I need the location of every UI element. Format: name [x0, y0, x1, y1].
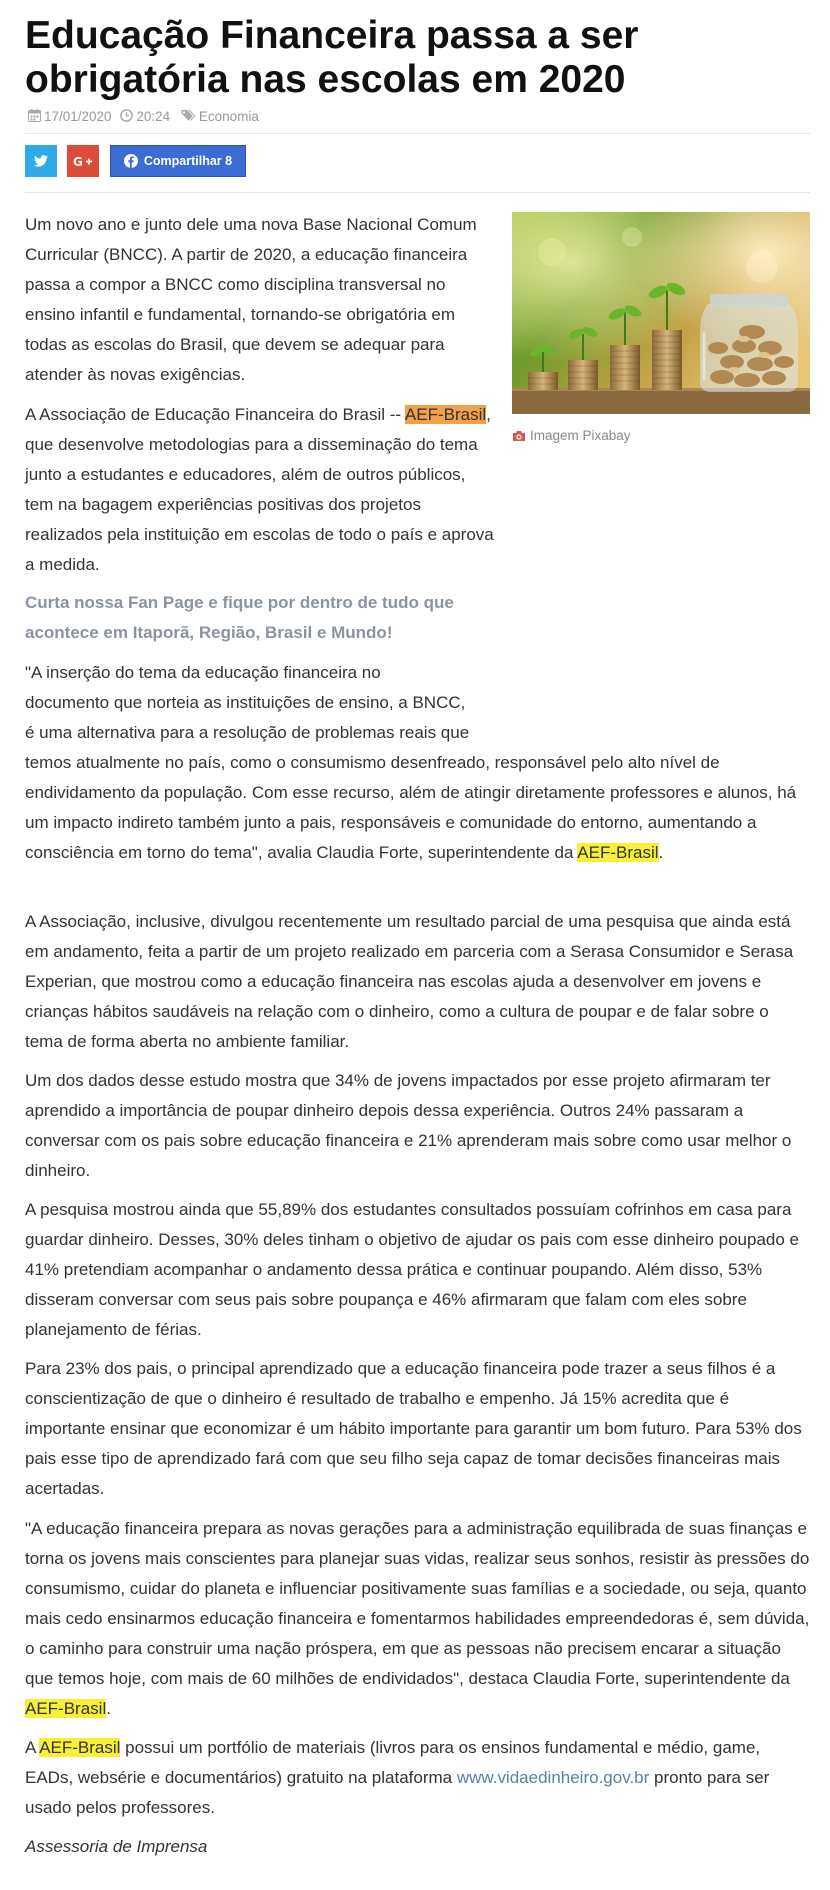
fanpage-callout[interactable]: Curta nossa Fan Page e fique por dentro de tudo que acontece em Itaporã, Região, Brasil e Mundo!	[25, 593, 454, 642]
article-meta	[28, 108, 259, 124]
article-signature: Assessoria de Imprensa	[25, 1837, 208, 1856]
divider	[25, 192, 810, 193]
paragraph-aef: A Associação de Educação Financeira do Brasil -- AEF-Brasil, que desenvolve metodologias para a disseminação do tema junto a estudantes e educadores, além de outros públicos, tem na bagagem experiências positivas dos projetos realizados pela instituição em escolas de todo o país e aprova a medida.	[25, 405, 494, 574]
vidaedinheiro-link[interactable]: www.vidaedinheiro.gov.br	[456, 1768, 650, 1787]
article-date: 17/01/2020	[44, 108, 112, 124]
camera-icon	[512, 430, 526, 442]
clock-icon	[120, 109, 133, 122]
article-title: Educação Financeira passa a ser obrigatória nas escolas em 2020	[25, 14, 639, 101]
paragraph-quote-2: "A educação financeira prepara as novas gerações para a administração equilibrada de suas finanças e torna os jovens mais conscientes para planejar suas vidas, realizar seus sonhos, resistir às pressões do consumismo, cuidar do planeta e influenciar positivamente suas famílias e a sociedade, ou seja, quanto mais cedo ensinarmos educação financeira e fomentarmos habilidades empreendedoras é, sem dúvida, o caminho para construir uma nação próspera, em que as pessoas não precisem encarar a situação que temos hoje, com mais de 60 milhões de endividados", destaca Claudia Forte, superintendente da AEF-Brasil.	[25, 1519, 810, 1718]
paragraph-intro: Um novo ano e junto dele uma nova Base Nacional Comum Curricular (BNCC). A partir de 2020, a educação financeira passa a compor a BNCC como disciplina transversal no ensino infantil e fundamental, tornando-se obrigatória em todas as escolas do Brasil, que devem se adequar para atender às novas exigências.	[25, 215, 477, 384]
facebook-share-label: Compartilhar	[143, 154, 222, 168]
aef-brasil-highlight: AEF-Brasil	[25, 1699, 107, 1718]
divider	[25, 133, 810, 134]
facebook-share-count: 8	[225, 154, 233, 168]
aef-brasil-highlight: AEF-Brasil	[577, 843, 659, 862]
image-caption	[512, 428, 631, 443]
paragraph-portfolio: A AEF-Brasil possui um portfólio de materiais (livros para os ensinos fundamental e médio, game, EADs, websérie e documentários) gratuito na plataforma www.vidaedinheiro.gov.br pronto para ser usado pelos professores.	[25, 1738, 770, 1817]
google-plus-icon	[73, 155, 93, 168]
image-caption-text: Imagem Pixabay	[530, 428, 631, 443]
paragraph-research: A Associação, inclusive, divulgou recentemente um resultado parcial de uma pesquisa que ainda está em andamento, feita a partir de um projeto realizado em parceria com a Serasa Consumidor e Serasa Experian, que mostrou como a educação financeira nas escolas ajuda a desenvolver em jovens e crianças hábitos saudáveis na relação com o dinheiro, como a cultura de poupar e de falar sobre o tema de forma aberta no ambiente familiar.	[25, 912, 794, 1051]
aef-brasil-highlight: AEF-Brasil	[39, 1738, 121, 1757]
article-image	[512, 212, 810, 414]
paragraph-parents: Para 23% dos pais, o principal aprendizado que a educação financeira pode trazer a seus filhos é a conscientização de que o dinheiro é resultado de trabalho e empenho. Já 15% acredita que é importante ensinar que economizar é um hábito importante para garantir um bom futuro. Para 53% dos pais esse tipo de aprendizado fará com que seu filho seja capaz de tomar decisões financeiras mais acertadas.	[25, 1359, 802, 1498]
svg-text:G: G	[73, 154, 83, 168]
twitter-share-button[interactable]	[25, 145, 57, 177]
paragraph-quote-1: "A inserção do tema da educação financeira no documento que norteia as instituições de ensino, a BNCC, é uma alternativa para a resolução de problemas reais que temos atualmente no país, como o consumismo desenfreado, responsável pelo alto nível de endividamento da população. Com esse recurso, além de atingir diretamente professores e alunos, há um impacto indireto também junto a pais, responsáveis e comunidade do entorno, aumentando a consciência em torno do tema", avalia Claudia Forte, superintendente da AEF-Brasil.	[25, 663, 797, 862]
google-plus-share-button[interactable]	[67, 145, 99, 177]
paragraph-data: Um dos dados desse estudo mostra que 34% de jovens impactados por esse projeto afirmaram ter aprendido a importância de poupar dinheiro depois dessa experiência. Outros 24% passaram a conversar com os pais sobre educação financeira e 21% aprenderam mais sobre como usar melhor o dinheiro.	[25, 1071, 792, 1180]
facebook-share-button[interactable]	[110, 145, 246, 177]
tag-icon	[181, 109, 196, 122]
facebook-icon	[124, 154, 138, 168]
aef-brasil-highlight: AEF-Brasil	[404, 405, 487, 424]
calendar-icon	[28, 109, 41, 122]
article-time: 20:24	[136, 108, 171, 124]
twitter-icon	[34, 155, 48, 167]
paragraph-survey: A pesquisa mostrou ainda que 55,89% dos estudantes consultados possuíam cofrinhos em casa para guardar dinheiro. Desses, 30% deles tinham o objetivo de ajudar os pais com esse dinheiro poupado e 41% pretendiam acompanhar o andamento dessa prática e continuar poupando. Além disso, 53% disseram conversar com seus pais sobre poupança e 46% afirmaram que falam com eles sobre planejamento de férias.	[25, 1200, 799, 1339]
article-category[interactable]: Economia	[198, 108, 259, 124]
